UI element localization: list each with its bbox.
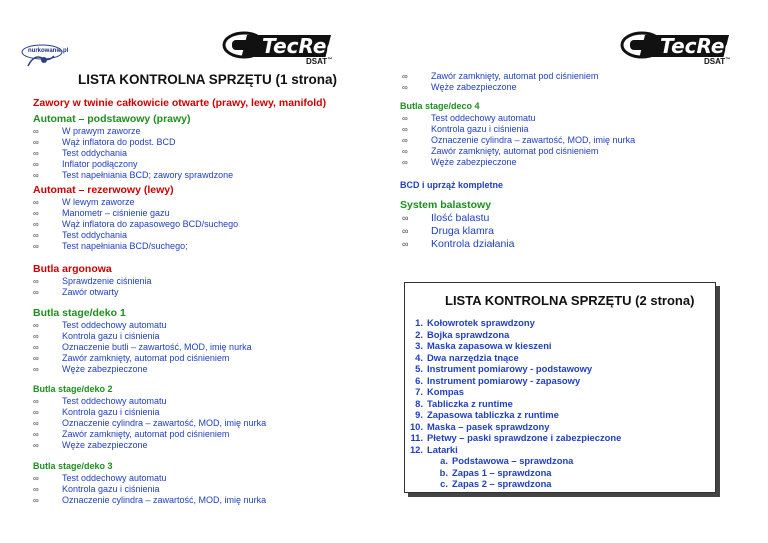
- list-item: ∞ Zawór zamknięty, automat pod ciśnieniem: [402, 71, 598, 82]
- bcd-heading: BCD i uprząż kompletne: [400, 180, 504, 190]
- item-text: Instrument pomiarowy - podstawowy: [427, 363, 593, 374]
- stage1-heading: Butla stage/deko 1: [33, 307, 126, 319]
- checklist-item: [405, 386, 621, 398]
- list-item: ∞ Inflator podłączony: [33, 159, 233, 170]
- stage1-list: [33, 320, 252, 375]
- list-item: ∞ Test oddechowy automatu: [33, 396, 266, 407]
- checklist-item: [405, 363, 621, 375]
- item-text: Kołowrotek sprawdzony: [427, 317, 535, 328]
- page-title-left: LISTA KONTROLNA SPRZĘTU (1 strona): [78, 72, 337, 87]
- checklist-item: [405, 444, 621, 456]
- stage2-heading: Butla stage/deko 2: [33, 384, 113, 394]
- list-item: ∞ Test oddechowy automatu: [33, 320, 252, 331]
- item-text: Bojka sprawdzona: [427, 328, 510, 340]
- tm-mark: ™: [327, 57, 333, 63]
- list-item: ∞ Test napełniania BCD; zawory sprawdzone: [33, 170, 233, 181]
- checklist: [405, 317, 621, 490]
- list-item: ∞ Kontrola gazu i ciśnienia: [33, 331, 252, 342]
- ballast-list: [402, 212, 514, 251]
- list-item: ∞ Test oddechowy automatu: [402, 113, 635, 124]
- list-item: ∞ Oznaczenie cylindra – zawartość, MOD, imię nurka: [33, 495, 266, 506]
- tm-mark-right: ™: [725, 57, 731, 63]
- item-text: Dwa narzędzia tnące: [427, 351, 519, 363]
- nurkowanie-logo-text: nurkowanie.pl: [28, 48, 69, 54]
- tecrec-logo: [222, 31, 339, 67]
- argon-list: [33, 276, 152, 298]
- list-item: ∞ Test oddychania: [33, 148, 233, 159]
- list-item: ∞ Druga klamra: [402, 225, 514, 238]
- list-item: ∞ Oznaczenie cylindra – zawartość, MOD, imię nurka: [33, 418, 266, 429]
- item-number: 3.: [415, 340, 423, 351]
- item-text: Maska – pasek sprawdzony: [427, 420, 550, 432]
- list-item: ∞ W prawym zaworze: [33, 126, 233, 137]
- item-number: 10.: [409, 420, 423, 432]
- checklist-item: [405, 317, 621, 329]
- item-number: 2.: [415, 328, 423, 340]
- list-item: ∞ Test oddechowy automatu: [33, 473, 266, 484]
- tecrec-brand: TecRec: [262, 34, 339, 58]
- list-item: ∞ Zawór zamknięty, automat pod ciśnieniem: [33, 353, 252, 364]
- list-item: ∞ Wąż inflatora do zapasowego BCD/suchego: [33, 219, 238, 230]
- item-number: 1.: [415, 317, 423, 328]
- item-letter: b.: [439, 466, 448, 478]
- dsat-label-right: [704, 57, 730, 66]
- item-text: Zapas 1 – sprawdzona: [452, 466, 552, 478]
- checklist-item: [405, 352, 621, 364]
- stage3-cont-list: [402, 71, 598, 93]
- list-item: ∞ Węże zabezpieczone: [402, 82, 598, 93]
- checklist-item: [405, 432, 621, 444]
- item-number: 5.: [415, 363, 423, 374]
- list-item: ∞ Test napełniania BCD/suchego;: [33, 241, 238, 252]
- list-item: ∞ Kontrola gazu i ciśnienia: [402, 124, 635, 135]
- dsat-text-right: DSAT: [704, 57, 726, 66]
- item-text: Zapas 2 – sprawdzona: [452, 478, 552, 489]
- list-item: ∞ Test oddychania: [33, 230, 238, 241]
- list-item: ∞ Kontrola gazu i ciśnienia: [33, 484, 266, 495]
- checklist-box: [404, 282, 716, 493]
- item-number: 11.: [410, 432, 423, 443]
- ballast-heading: System balastowy: [400, 199, 492, 211]
- tecrec-brand-right: TecRec: [660, 34, 737, 58]
- list-item: ∞ Węże zabezpieczone: [33, 364, 252, 375]
- dsat-label: [306, 57, 332, 66]
- checklist-item: [405, 421, 621, 433]
- item-letter: c.: [440, 478, 448, 489]
- auto-main-list: [33, 126, 233, 181]
- item-number: 12.: [409, 443, 423, 455]
- item-number: 6.: [415, 374, 423, 386]
- list-item: ∞ Kontrola działania: [402, 238, 514, 251]
- item-number: 7.: [415, 386, 423, 397]
- checklist-item: [405, 375, 621, 387]
- item-number: 9.: [415, 409, 423, 420]
- stage4-list: [402, 113, 635, 168]
- item-number: 8.: [415, 397, 423, 409]
- list-item: ∞ Kontrola gazu i ciśnienia: [33, 407, 266, 418]
- list-item: ∞ Oznaczenie butli – zawartość, MOD, imię nurka: [33, 342, 252, 353]
- list-item: ∞ Węże zabezpieczone: [402, 157, 635, 168]
- item-text: Maska zapasowa w kieszeni: [427, 340, 552, 351]
- list-item: ∞ Sprawdzenie ciśnienia: [33, 276, 152, 287]
- nurkowanie-logo: [20, 36, 70, 74]
- checklist-item: [405, 398, 621, 410]
- stage2-list: [33, 396, 266, 451]
- list-item: ∞ Oznaczenie cylindra – zawartość, MOD, imię nurka: [402, 135, 635, 146]
- list-item: ∞ Wąż inflatora do podst. BCD: [33, 137, 233, 148]
- item-text: Instrument pomiarowy - zapasowy: [427, 374, 581, 386]
- list-item: ∞ Zawór zamknięty, automat pod ciśnieniem: [402, 146, 635, 157]
- auto-backup-heading: Automat – rezerwowy (lewy): [33, 184, 174, 196]
- list-item: ∞ Zawór zamknięty, automat pod ciśnieniem: [33, 429, 266, 440]
- lights-item: [405, 467, 621, 479]
- argon-heading: Butla argonowa: [33, 263, 112, 275]
- lights-item: [405, 478, 621, 490]
- valves-heading: Zawory w twinie całkowicie otwarte (prawy, lewy, manifold): [33, 97, 327, 109]
- item-letter: a.: [440, 455, 448, 466]
- item-text: Zapasowa tabliczka z runtime: [427, 409, 559, 420]
- tecrec-logo-right: [620, 31, 737, 67]
- item-text: Latarki: [427, 443, 458, 455]
- stage3-heading: Butla stage/deko 3: [33, 461, 113, 471]
- checklist-item: [405, 329, 621, 341]
- list-item: ∞ W lewym zaworze: [33, 197, 238, 208]
- item-text: Podstawowa – sprawdzona: [452, 455, 574, 466]
- dsat-text: DSAT: [306, 57, 328, 66]
- box-title: LISTA KONTROLNA SPRZĘTU (2 strona): [445, 293, 695, 308]
- lights-item: [405, 455, 621, 467]
- auto-main-heading: Automat – podstawowy (prawy): [33, 113, 191, 125]
- list-item: ∞ Zawór otwarty: [33, 287, 152, 298]
- checklist-item: [405, 409, 621, 421]
- item-text: Kompas: [427, 386, 464, 397]
- list-item: ∞ Ilość balastu: [402, 212, 514, 225]
- item-number: 4.: [415, 351, 423, 363]
- stage3-list: [33, 473, 266, 506]
- list-item: ∞ Manometr – ciśnienie gazu: [33, 208, 238, 219]
- auto-backup-list: [33, 197, 238, 252]
- checklist-item: [405, 340, 621, 352]
- item-text: Tabliczka z runtime: [427, 397, 513, 409]
- item-text: Płetwy – paski sprawdzone i zabezpieczone: [427, 432, 622, 443]
- list-item: ∞ Węże zabezpieczone: [33, 440, 266, 451]
- stage4-heading: Butla stage/deco 4: [400, 101, 480, 111]
